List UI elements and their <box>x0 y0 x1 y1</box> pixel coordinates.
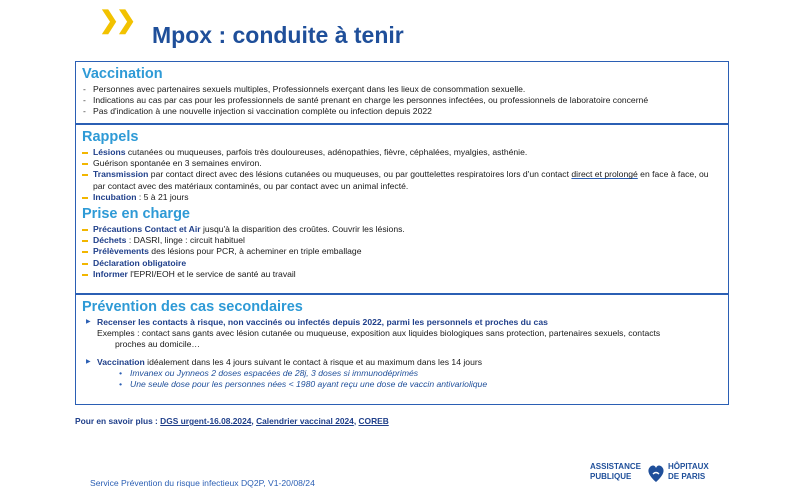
informer-item <box>82 269 722 280</box>
recenser-item <box>82 317 722 328</box>
reference-link-calendrier[interactable]: Calendrier vaccinal 2024 <box>256 416 354 426</box>
logo-text: PUBLIQUE <box>590 472 632 481</box>
recenser-keyword: Recenser les contacts à risque, non vaccinés ou infectés depuis 2022, parmi les personnels et proches du cas <box>97 317 548 327</box>
transmission-keyword: Transmission <box>93 169 149 180</box>
informer-text: l'EPRI/EOH et le service de santé au travail <box>127 268 296 279</box>
dechets-keyword: Déchets <box>93 235 127 246</box>
incubation-keyword: Incubation <box>93 191 137 202</box>
vaccination-item: - Indications au cas par cas pour les professionnels de santé prenant en charge les personnes infectées, ou professionnels de laboratoire concerné <box>82 95 722 106</box>
prelevements-keyword: Prélèvements <box>93 246 149 257</box>
logo-text: HÔPITAUX <box>668 462 709 471</box>
dechets-text: : DASRI, linge : circuit habituel <box>126 235 245 246</box>
vaccination-item: - Personnes avec partenaires sexuels multiples, Professionnels exerçant dans les lieux de consommation sexuelle. <box>82 84 722 95</box>
precautions-text: jusqu'à la disparition des croûtes. Couvrir les lésions. <box>200 224 405 235</box>
exemples-text-continued: proches au domicile… <box>115 339 201 350</box>
vaccination-heading: Vaccination <box>82 66 163 82</box>
guerison-item: Guérison spontanée en 3 semaines environ. <box>82 158 722 169</box>
rappels-heading: Rappels <box>82 129 139 145</box>
prelevements-item <box>82 246 722 257</box>
prevention-section <box>75 294 729 405</box>
dechets-item <box>82 235 722 246</box>
rappels-prise-en-charge-section <box>75 124 729 294</box>
precautions-keyword: Précautions Contact et Air <box>93 224 201 235</box>
prelevements-text: des lésions pour PCR, à acheminer en triple emballage <box>148 246 362 257</box>
logo-text: ASSISTANCE <box>590 462 641 471</box>
footer-service: Service Prévention du risque infectieux DQ2P, V1-20/08/24 <box>90 478 315 488</box>
reference-link-coreb[interactable]: COREB <box>358 416 389 426</box>
incubation-item <box>82 192 722 203</box>
vaccine-sub-item: • Imvanex ou Jynneos 2 doses espacées de 28j, 3 doses si immunodéprimés <box>82 368 722 379</box>
prevention-vaccination-text: idéalement dans les 4 jours suivant le contact à risque et au maximum dans les 14 jours <box>144 356 483 367</box>
transmission-text-end: en face à face, ou par contact avec des matériaux contaminés, ou par contact avec un animal infecté. <box>93 169 709 191</box>
more-info-line: Pour en savoir plus : DGS urgent-16.08.2024, Calendrier vaccinal 2024, COREB <box>75 416 389 426</box>
vaccination-item: - Pas d'indication à une nouvelle injection si vaccination complète ou infection depuis 2022 <box>82 106 722 117</box>
exemples-text: Exemples : contact sans gants avec lésion cutanée ou muqueuse, exposition aux liquides biologiques sans protection, partenaires sexuels, contacts <box>97 328 661 339</box>
more-info-label: Pour en savoir plus : <box>75 416 161 426</box>
transmission-underlined: direct et prolongé <box>571 169 638 180</box>
lesions-item <box>82 147 722 158</box>
transmission-text: par contact direct avec des lésions cutanées ou muqueuses, ou par gouttelettes respiratoires lors d'un contact <box>148 169 572 180</box>
prevention-vaccination-item <box>82 357 722 368</box>
lesions-text: cutanées ou muqueuses, parfois très douloureuses, adénopathies, fièvre, céphalées, myalgies, asthénie. <box>125 147 528 157</box>
lesions-keyword: Lésions <box>93 147 126 157</box>
precautions-item <box>82 224 722 235</box>
informer-keyword: Informer <box>93 268 128 279</box>
prevention-vaccination-keyword: Vaccination <box>97 356 145 367</box>
transmission-item <box>82 169 722 191</box>
incubation-text: : 5 à 21 jours <box>136 191 189 202</box>
prevention-heading: Prévention des cas secondaires <box>82 299 303 315</box>
chevron-decoration-icon: ❯❯ <box>99 7 134 34</box>
vaccination-section <box>75 61 729 124</box>
declaration-item <box>82 258 722 269</box>
reference-link-dgs[interactable]: DGS urgent-16.08.2024 <box>160 416 252 426</box>
prise-en-charge-heading: Prise en charge <box>82 206 190 223</box>
vaccine-sub-item: • Une seule dose pour les personnes nées < 1980 ayant reçu une dose de vaccin antivariolique <box>82 379 722 390</box>
page-title: Mpox : conduite à tenir <box>152 22 404 48</box>
aphp-logo <box>590 462 720 496</box>
logo-text: DE PARIS <box>668 472 706 481</box>
heart-hand-logo-icon <box>646 462 666 484</box>
declaration-keyword: Déclaration obligatoire <box>93 257 187 268</box>
